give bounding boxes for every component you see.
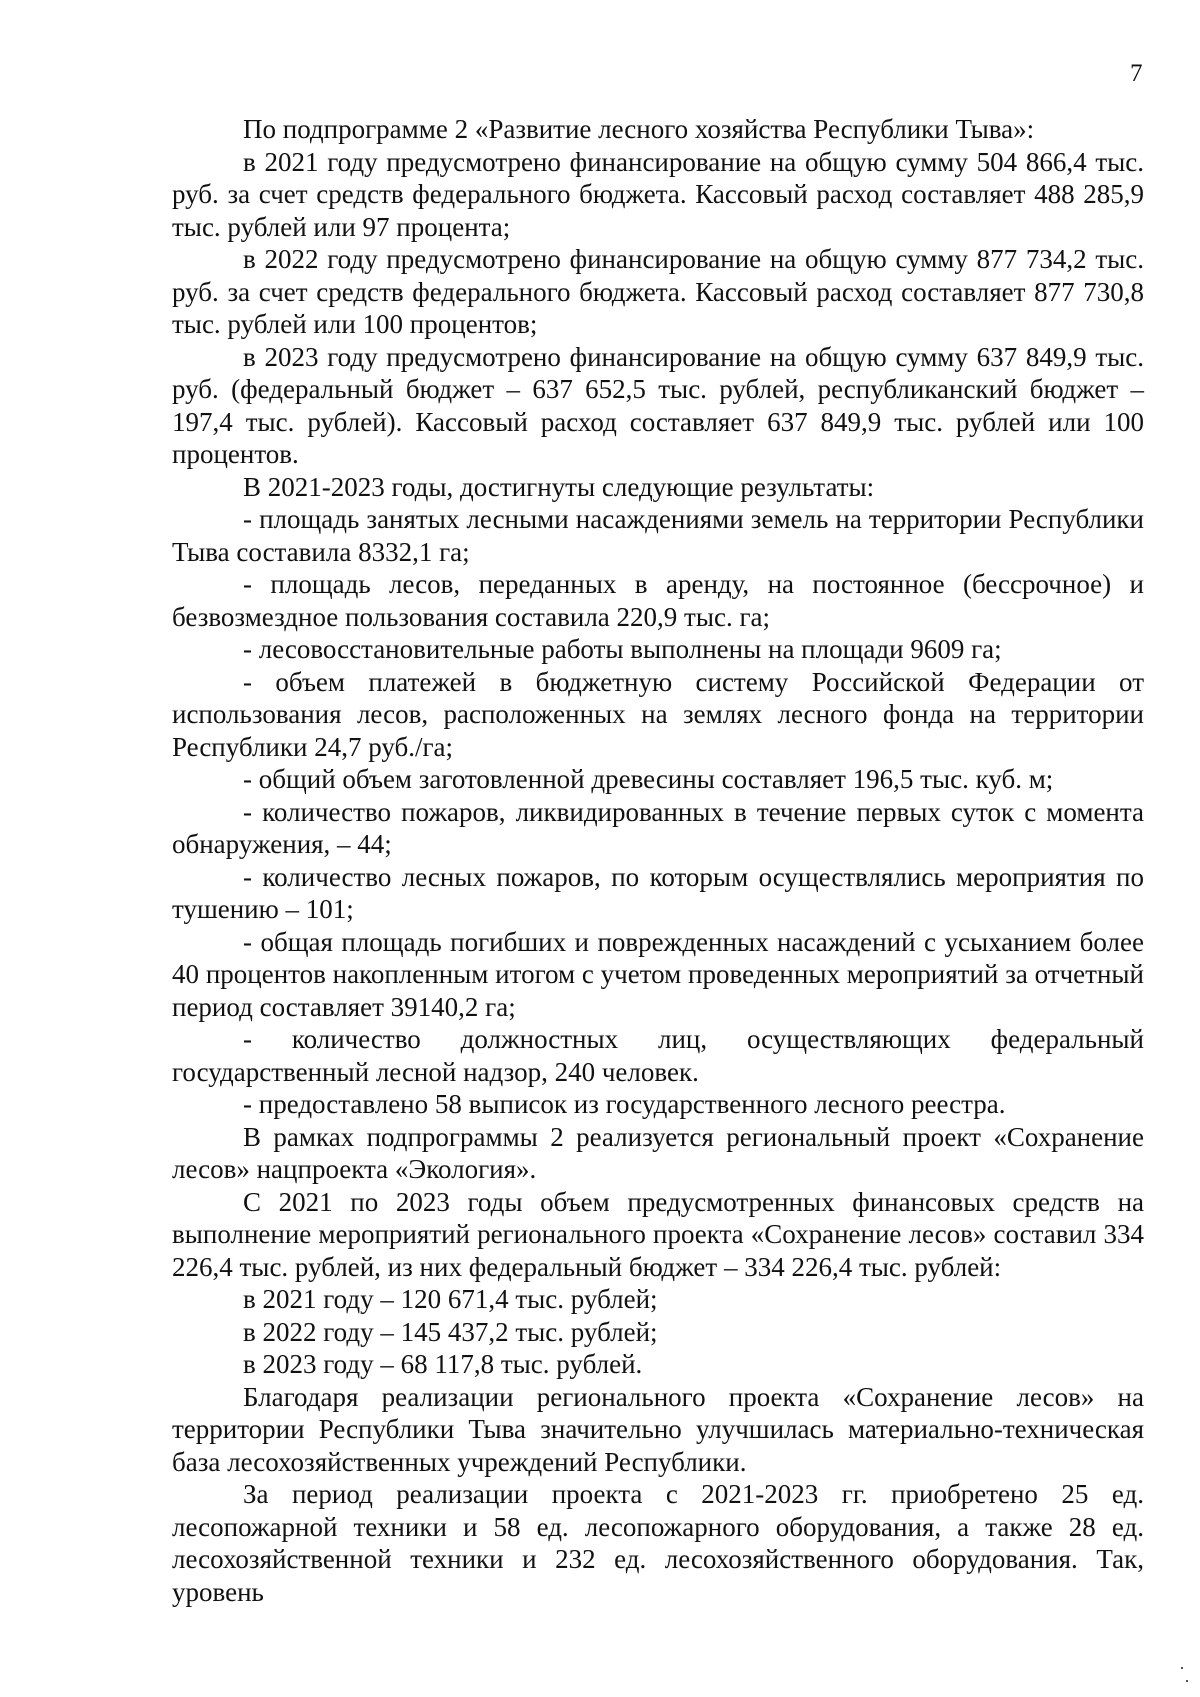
list-item-damaged-area: - общая площадь погибших и поврежденных насаждений с усыханием более 40 процентов накопленным итогом с учетом проведенных мероприятий за отчетный период составляет 39140,2 га; — [172, 926, 1144, 1022]
paragraph-2023-financing: в 2023 году предусмотрено финансирование на общую сумму 637 849,9 тыс. руб. (федеральный бюджет – 637 652,5 тыс. рублей, республиканский бюджет – 197,4 тыс. рублей). Кассовый расход составляет 637 849,9 тыс. рублей или 100 процентов. — [172, 341, 1144, 469]
list-item-reforestation: - лесовосстановительные работы выполнены на площади 9609 га; — [243, 634, 1002, 664]
list-item-fires-first-day: - количество пожаров, ликвидированных в течение первых суток с момента обнаружения, – 44; — [172, 796, 1144, 859]
list-item-funding-2021: в 2021 году – 120 671,4 тыс. рублей; — [243, 1284, 658, 1314]
list-item-lease-area: - площадь лесов, переданных в аренду, на постоянное (бессрочное) и безвозмездное пользования составила 220,9 тыс. га; — [172, 569, 1144, 632]
list-item-registry-extracts: - предоставлено 58 выписок из государственного лесного реестра. — [243, 1089, 1006, 1119]
page-number: 7 — [1130, 60, 1143, 87]
paragraph-subprogram-heading: По подпрограмме 2 «Развитие лесного хозяйства Республики Тыва»: — [243, 114, 1035, 144]
list-item-funding-2022: в 2022 году – 145 437,2 тыс. рублей; — [243, 1316, 658, 1347]
scan-speck — [1181, 1667, 1183, 1669]
paragraph-results-intro: В 2021-2023 годы, достигнуты следующие результаты: — [243, 471, 875, 502]
paragraph-project-funding: С 2021 по 2023 годы объем предусмотренных финансовых средств на выполнение мероприятий регионального проекта «Сохранение лесов» составил 334 226,4 тыс. рублей, из них федеральный бюджет – 334 226,4 тыс. рублей: — [172, 1186, 1144, 1282]
list-item-forest-area: - площадь занятых лесными насаждениями земель на территории Республики Тыва составила 8332,1 га; — [172, 504, 1144, 567]
paragraph-2021-financing: в 2021 году предусмотрено финансирование на общую сумму 504 866,4 тыс. руб. за счет средств федерального бюджета. Кассовый расход составляет 488 285,9 тыс. рублей или 97 процента; — [172, 146, 1144, 242]
paragraph-2022-financing: в 2022 году предусмотрено финансирование на общую сумму 877 734,2 тыс. руб. за счет средств федерального бюджета. Кассовый расход составляет 877 730,8 тыс. рублей или 100 процентов; — [172, 244, 1144, 339]
paragraph-regional-project: В рамках подпрограммы 2 реализуется региональный проект «Сохранение лесов» нацпроекта «Экология». — [172, 1121, 1144, 1184]
document-body — [172, 113, 1144, 1608]
list-item-payments: - объем платежей в бюджетную систему Российской Федерации от использования лесов, расположенных на землях лесного фонда на территории Республики 24,7 руб./га; — [172, 666, 1144, 762]
list-item-officials: - количество должностных лиц, осуществляющих федеральный государственный лесной надзор, 240 человек. — [172, 1024, 1144, 1087]
scan-speck — [1186, 1680, 1188, 1682]
paragraph-equipment: За период реализации проекта с 2021-2023 гг. приобретено 25 ед. лесопожарной техники и 58 ед. лесопожарного оборудования, а также 28 ед. лесохозяйственной техники и 232 ед. лесохозяйственного оборудования. Так, уровень — [172, 1479, 1144, 1607]
list-item-timber-volume: - общий объем заготовленной древесины составляет 196,5 тыс. куб. м; — [243, 764, 1054, 794]
list-item-funding-2023: в 2023 году – 68 117,8 тыс. рублей. — [243, 1349, 643, 1379]
paragraph-material-base: Благодаря реализации регионального проекта «Сохранение лесов» на территории Республики Тыва значительно улучшилась материально-техническая база лесохозяйственных учреждений Республики. — [172, 1381, 1144, 1477]
list-item-fires-extinguished: - количество лесных пожаров, по которым осуществлялись мероприятия по тушению – 101; — [172, 861, 1144, 924]
